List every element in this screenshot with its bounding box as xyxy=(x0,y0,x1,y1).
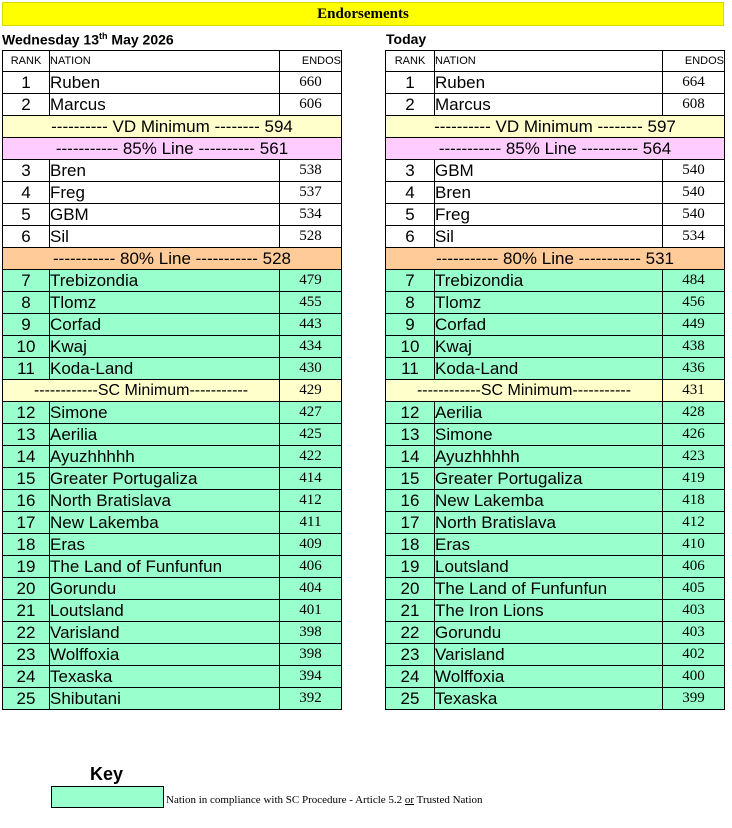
nation-cell: Wolffoxia xyxy=(50,644,280,666)
line-80-row xyxy=(3,248,342,270)
rank-cell: 25 xyxy=(3,688,50,710)
table-row xyxy=(3,226,342,248)
rank-column-header: RANK xyxy=(386,51,435,72)
nation-column-header: NATION xyxy=(50,51,280,72)
key-title: Key xyxy=(90,764,124,784)
rank-cell: 3 xyxy=(3,160,50,182)
endos-cell: 434 xyxy=(280,336,342,358)
nation-cell: Shibutani xyxy=(50,688,280,710)
nation-cell: Wolffoxia xyxy=(435,666,663,688)
table-row xyxy=(3,512,342,534)
rank-cell: 19 xyxy=(386,556,435,578)
endos-cell: 405 xyxy=(663,578,725,600)
table-row xyxy=(3,468,342,490)
endos-cell: 418 xyxy=(663,490,725,512)
rank-cell: 8 xyxy=(386,292,435,314)
rank-cell: 17 xyxy=(3,512,50,534)
table-row xyxy=(386,204,725,226)
endos-cell: 411 xyxy=(280,512,342,534)
key-text-before: Nation in compliance with SC Procedure - Article 5.2 xyxy=(166,794,405,806)
table-row xyxy=(386,292,725,314)
table-row xyxy=(3,534,342,556)
nation-cell: Ruben xyxy=(435,72,663,94)
table-row xyxy=(386,270,725,292)
table-row xyxy=(386,622,725,644)
nation-cell: Aerilia xyxy=(435,402,663,424)
table-row xyxy=(386,160,725,182)
rank-column-header: RANK xyxy=(3,51,50,72)
line-80-row-label: ----------- 80% Line ----------- 528 xyxy=(3,248,342,270)
table-header-row xyxy=(386,51,725,72)
rank-cell: 3 xyxy=(386,160,435,182)
rank-cell: 5 xyxy=(3,204,50,226)
rank-cell: 23 xyxy=(386,644,435,666)
line-80-row-label: ----------- 80% Line ----------- 531 xyxy=(386,248,725,270)
rank-cell: 4 xyxy=(3,182,50,204)
endos-cell: 399 xyxy=(663,688,725,710)
table-row xyxy=(386,226,725,248)
table-row xyxy=(386,644,725,666)
endos-cell: 608 xyxy=(663,94,725,116)
nation-cell: Eras xyxy=(50,534,280,556)
table-row xyxy=(386,578,725,600)
rank-cell: 17 xyxy=(386,512,435,534)
endos-cell: 406 xyxy=(280,556,342,578)
table-row xyxy=(386,688,725,710)
vd-minimum-row-label: ---------- VD Minimum -------- 594 xyxy=(3,116,342,138)
nation-cell: Simone xyxy=(50,402,280,424)
sc-minimum-row xyxy=(386,380,725,402)
nation-cell: Gorundu xyxy=(435,622,663,644)
nation-cell: Loutsland xyxy=(435,556,663,578)
nation-cell: Kwaj xyxy=(50,336,280,358)
nation-cell: Texaska xyxy=(435,688,663,710)
line-80-row xyxy=(386,248,725,270)
key-compliant-swatch xyxy=(51,786,164,808)
table-row xyxy=(386,402,725,424)
table-row xyxy=(386,446,725,468)
rank-cell: 7 xyxy=(3,270,50,292)
nation-cell: Texaska xyxy=(50,666,280,688)
rank-cell: 22 xyxy=(3,622,50,644)
rank-cell: 24 xyxy=(386,666,435,688)
nation-cell: Ruben xyxy=(50,72,280,94)
nation-cell: New Lakemba xyxy=(50,512,280,534)
rank-cell: 11 xyxy=(3,358,50,380)
table-row xyxy=(3,270,342,292)
rank-cell: 11 xyxy=(386,358,435,380)
rank-cell: 12 xyxy=(3,402,50,424)
rank-cell: 6 xyxy=(386,226,435,248)
sc-minimum-value: 429 xyxy=(280,380,342,402)
rank-cell: 21 xyxy=(3,600,50,622)
nation-cell: Freg xyxy=(435,204,663,226)
rank-cell: 2 xyxy=(3,94,50,116)
nation-cell: Sil xyxy=(435,226,663,248)
endos-cell: 398 xyxy=(280,622,342,644)
rank-cell: 22 xyxy=(386,622,435,644)
endos-cell: 540 xyxy=(663,204,725,226)
key-text-after: Trusted Nation xyxy=(414,794,483,806)
table-row xyxy=(3,424,342,446)
nation-cell: GBM xyxy=(50,204,280,226)
nation-cell: Varisland xyxy=(435,644,663,666)
table-row xyxy=(386,600,725,622)
rank-cell: 13 xyxy=(386,424,435,446)
line-85-row xyxy=(3,138,342,160)
nation-cell: Kwaj xyxy=(435,336,663,358)
nation-cell: Trebizondia xyxy=(435,270,663,292)
endos-cell: 540 xyxy=(663,160,725,182)
left-ranking-table xyxy=(2,50,342,710)
endos-cell: 419 xyxy=(663,468,725,490)
endos-cell: 422 xyxy=(280,446,342,468)
endos-cell: 392 xyxy=(280,688,342,710)
nation-cell: New Lakemba xyxy=(435,490,663,512)
table-row xyxy=(3,402,342,424)
line-85-row xyxy=(386,138,725,160)
endos-cell: 664 xyxy=(663,72,725,94)
table-row xyxy=(3,72,342,94)
endos-cell: 423 xyxy=(663,446,725,468)
rank-cell: 18 xyxy=(3,534,50,556)
endos-cell: 403 xyxy=(663,622,725,644)
table-row xyxy=(386,424,725,446)
table-row xyxy=(386,556,725,578)
table-row xyxy=(386,314,725,336)
endos-cell: 436 xyxy=(663,358,725,380)
nation-cell: Greater Portugaliza xyxy=(435,468,663,490)
rank-cell: 14 xyxy=(386,446,435,468)
rank-cell: 7 xyxy=(386,270,435,292)
table-row xyxy=(3,490,342,512)
rank-cell: 13 xyxy=(3,424,50,446)
rank-cell: 12 xyxy=(386,402,435,424)
nation-cell: Aerilia xyxy=(50,424,280,446)
sc-minimum-label: ------------SC Minimum----------- xyxy=(386,380,663,402)
endos-cell: 528 xyxy=(280,226,342,248)
nation-cell: North Bratislava xyxy=(50,490,280,512)
nation-cell: North Bratislava xyxy=(435,512,663,534)
endos-cell: 414 xyxy=(280,468,342,490)
table-row xyxy=(3,622,342,644)
endos-cell: 430 xyxy=(280,358,342,380)
endos-cell: 438 xyxy=(663,336,725,358)
endos-cell: 427 xyxy=(280,402,342,424)
line-85-row-label: ----------- 85% Line ---------- 561 xyxy=(3,138,342,160)
nation-cell: Gorundu xyxy=(50,578,280,600)
table-row xyxy=(3,600,342,622)
rank-cell: 15 xyxy=(386,468,435,490)
right-ranking-table xyxy=(385,50,725,710)
rank-cell: 16 xyxy=(386,490,435,512)
table-row xyxy=(386,534,725,556)
endos-cell: 394 xyxy=(280,666,342,688)
endos-cell: 455 xyxy=(280,292,342,314)
nation-cell: Corfad xyxy=(435,314,663,336)
endos-cell: 426 xyxy=(663,424,725,446)
nation-cell: Ayuzhhhhh xyxy=(50,446,280,468)
rank-cell: 25 xyxy=(386,688,435,710)
nation-cell: Tlomz xyxy=(435,292,663,314)
rank-cell: 10 xyxy=(3,336,50,358)
nation-cell: Ayuzhhhhh xyxy=(435,446,663,468)
table-row xyxy=(3,314,342,336)
table-row xyxy=(3,94,342,116)
endos-cell: 402 xyxy=(663,644,725,666)
endos-cell: 538 xyxy=(280,160,342,182)
table-row xyxy=(386,182,725,204)
rank-cell: 15 xyxy=(3,468,50,490)
rank-cell: 16 xyxy=(3,490,50,512)
nation-cell: Eras xyxy=(435,534,663,556)
rank-cell: 2 xyxy=(386,94,435,116)
nation-cell: Marcus xyxy=(435,94,663,116)
page-title: Endorsements xyxy=(2,2,724,26)
rank-cell: 21 xyxy=(386,600,435,622)
endos-cell: 406 xyxy=(663,556,725,578)
rank-cell: 23 xyxy=(3,644,50,666)
endos-cell: 534 xyxy=(663,226,725,248)
vd-minimum-row-label: ---------- VD Minimum -------- 597 xyxy=(386,116,725,138)
rank-cell: 9 xyxy=(386,314,435,336)
table-row xyxy=(3,446,342,468)
table-row xyxy=(386,94,725,116)
nation-cell: The Land of Funfunfun xyxy=(435,578,663,600)
endos-cell: 534 xyxy=(280,204,342,226)
table-row xyxy=(3,336,342,358)
right-date-label: Today xyxy=(386,31,427,47)
endos-cell: 398 xyxy=(280,644,342,666)
left-date-ordinal: th xyxy=(99,31,108,41)
table-row xyxy=(3,160,342,182)
endos-cell: 479 xyxy=(280,270,342,292)
nation-cell: Freg xyxy=(50,182,280,204)
table-row xyxy=(3,182,342,204)
nation-cell: Bren xyxy=(50,160,280,182)
nation-cell: Koda-Land xyxy=(50,358,280,380)
key-text-or: or xyxy=(404,794,415,806)
table-row xyxy=(3,358,342,380)
rank-cell: 20 xyxy=(3,578,50,600)
nation-cell: Bren xyxy=(435,182,663,204)
endos-cell: 484 xyxy=(663,270,725,292)
table-row xyxy=(3,688,342,710)
endos-cell: 412 xyxy=(663,512,725,534)
endos-cell: 449 xyxy=(663,314,725,336)
table-row xyxy=(386,468,725,490)
nation-cell: The Iron Lions xyxy=(435,600,663,622)
rank-cell: 19 xyxy=(3,556,50,578)
endos-cell: 409 xyxy=(280,534,342,556)
nation-cell: Tlomz xyxy=(50,292,280,314)
rank-cell: 10 xyxy=(386,336,435,358)
rank-cell: 20 xyxy=(386,578,435,600)
endos-cell: 401 xyxy=(280,600,342,622)
table-row xyxy=(386,336,725,358)
table-row xyxy=(3,644,342,666)
table-row xyxy=(386,666,725,688)
endos-cell: 404 xyxy=(280,578,342,600)
nation-cell: GBM xyxy=(435,160,663,182)
rank-cell: 1 xyxy=(3,72,50,94)
endos-cell: 428 xyxy=(663,402,725,424)
table-row xyxy=(386,512,725,534)
rank-cell: 4 xyxy=(386,182,435,204)
rank-cell: 24 xyxy=(3,666,50,688)
endos-cell: 400 xyxy=(663,666,725,688)
endos-cell: 660 xyxy=(280,72,342,94)
nation-cell: The Land of Funfunfun xyxy=(50,556,280,578)
vd-minimum-row xyxy=(3,116,342,138)
rank-cell: 1 xyxy=(386,72,435,94)
endos-cell: 540 xyxy=(663,182,725,204)
nation-cell: Marcus xyxy=(50,94,280,116)
sc-minimum-label: ------------SC Minimum----------- xyxy=(3,380,280,402)
endos-column-header: ENDOS xyxy=(280,51,342,72)
endos-cell: 443 xyxy=(280,314,342,336)
table-row xyxy=(386,358,725,380)
rank-cell: 14 xyxy=(3,446,50,468)
rank-cell: 9 xyxy=(3,314,50,336)
endos-cell: 410 xyxy=(663,534,725,556)
table-row xyxy=(3,666,342,688)
table-row xyxy=(386,490,725,512)
rank-cell: 8 xyxy=(3,292,50,314)
table-row xyxy=(3,292,342,314)
nation-cell: Corfad xyxy=(50,314,280,336)
endos-cell: 537 xyxy=(280,182,342,204)
endos-cell: 412 xyxy=(280,490,342,512)
table-header-row xyxy=(3,51,342,72)
left-date-label xyxy=(2,31,174,48)
sc-minimum-value: 431 xyxy=(663,380,725,402)
left-date-suffix: May 2026 xyxy=(107,31,174,48)
table-row xyxy=(3,578,342,600)
nation-cell: Loutsland xyxy=(50,600,280,622)
nation-column-header: NATION xyxy=(435,51,663,72)
left-date-prefix: Wednesday 13 xyxy=(2,31,100,48)
nation-cell: Koda-Land xyxy=(435,358,663,380)
rank-cell: 18 xyxy=(386,534,435,556)
vd-minimum-row xyxy=(386,116,725,138)
table-row xyxy=(3,204,342,226)
nation-cell: Simone xyxy=(435,424,663,446)
table-row xyxy=(3,556,342,578)
nation-cell: Trebizondia xyxy=(50,270,280,292)
rank-cell: 6 xyxy=(3,226,50,248)
endos-cell: 456 xyxy=(663,292,725,314)
rank-cell: 5 xyxy=(386,204,435,226)
nation-cell: Sil xyxy=(50,226,280,248)
key-description xyxy=(166,794,483,806)
table-row xyxy=(386,72,725,94)
nation-cell: Varisland xyxy=(50,622,280,644)
endos-column-header: ENDOS xyxy=(663,51,725,72)
line-85-row-label: ----------- 85% Line ---------- 564 xyxy=(386,138,725,160)
endos-cell: 425 xyxy=(280,424,342,446)
endos-cell: 403 xyxy=(663,600,725,622)
endos-cell: 606 xyxy=(280,94,342,116)
nation-cell: Greater Portugaliza xyxy=(50,468,280,490)
sc-minimum-row xyxy=(3,380,342,402)
